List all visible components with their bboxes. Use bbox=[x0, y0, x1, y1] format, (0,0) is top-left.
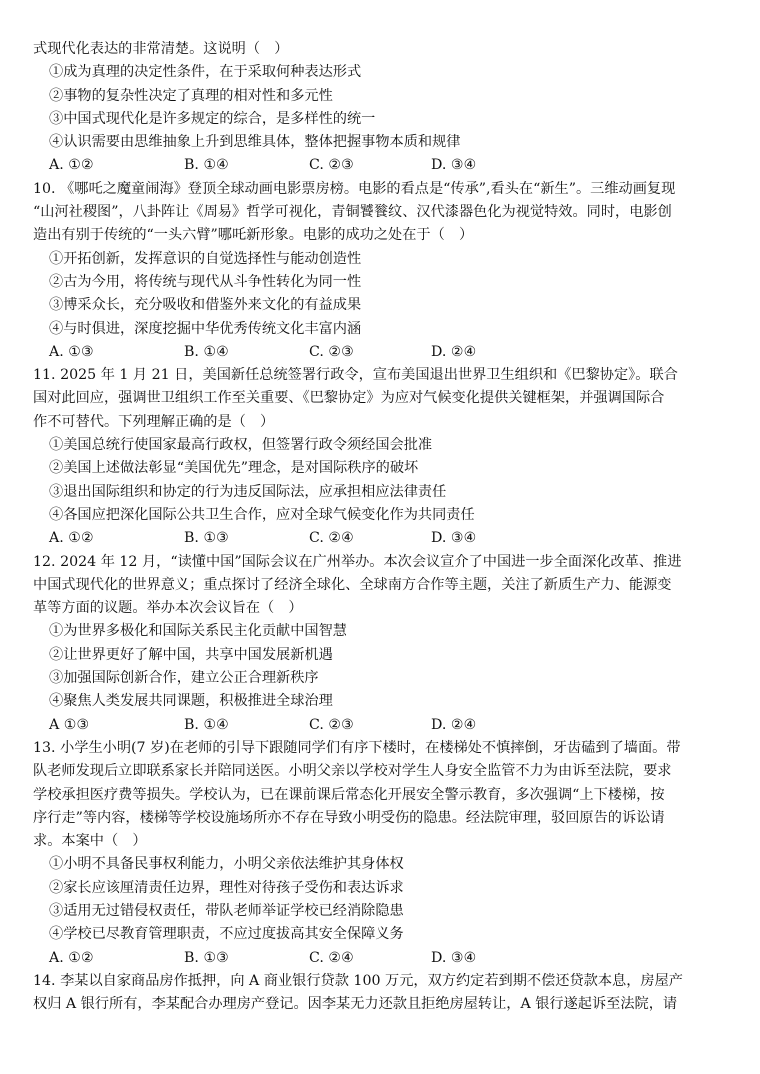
answer-choices bbox=[33, 947, 728, 970]
statement-item: ②家长应该厘清责任边界，理性对待孩子受伤和表达诉求 bbox=[49, 879, 404, 896]
question-stem: 14. 李某以自家商品房作抵押，向 A 商业银行贷款 100 万元，双方约定若到期不偿还贷款本息，房屋产 bbox=[33, 972, 683, 989]
statement-item: ③博采众长，充分吸收和借鉴外来文化的有益成果 bbox=[49, 297, 362, 314]
choice-d: D. ③④ bbox=[431, 530, 477, 547]
statement-item: ③适用无过错侵权责任，带队老师举证学校已经消除隐患 bbox=[49, 902, 404, 919]
statement-item: ②古为今用，将传统与现代从斗争性转化为同一性 bbox=[49, 273, 362, 290]
choice-c: C. ②③ bbox=[309, 716, 354, 733]
choice-d: D. ③④ bbox=[431, 157, 477, 174]
question-stem: 12. 2024 年 12 月，“读懂中国”国际会议在广州举办。本次会议宣介了中国进一步全面深化改革、推进 bbox=[33, 553, 682, 570]
question-stem: 中国式现代化的世界意义；重点探讨了经济全球化、全球南方合作等主题，关注了新质生产力、能源变 bbox=[33, 576, 672, 593]
question-stem: 造出有别于传统的“一头六臂”哪吒新形象。电影的成功之处在于（ ） bbox=[33, 227, 474, 244]
statement-item: ②让世界更好了解中国，共享中国发展新机遇 bbox=[49, 646, 333, 663]
statement-item: ③中国式现代化是许多规定的综合，是多样性的统一 bbox=[49, 110, 376, 127]
answer-choices bbox=[33, 527, 728, 550]
choice-a: A. ①② bbox=[49, 530, 94, 547]
answer-choices bbox=[33, 341, 728, 364]
statement-item: ④各国应把深化国际公共卫生合作，应对全球气候变化作为共同责任 bbox=[49, 506, 475, 523]
question-stem: 10. 《哪吒之魔童闹海》登顶全球动画电影票房榜。电影的看点是“传承”,看头在“新生”。三维动画复现 bbox=[33, 180, 676, 197]
statement-item: ④认识需要由思维抽象上升到思维具体，整体把握事物本质和规律 bbox=[49, 134, 461, 151]
answer-choices bbox=[33, 154, 728, 177]
question-stem: 求。本案中（ ） bbox=[33, 833, 147, 850]
answer-choices bbox=[33, 714, 728, 737]
question-14 bbox=[33, 970, 728, 1017]
question-stem: 学校承担医疗费等损失。学校认为，已在课前课后常态化开展安全警示教育，多次强调“上下楼梯，按 bbox=[33, 786, 665, 803]
choice-b: B. ①③ bbox=[184, 530, 229, 547]
choice-d: D. ②④ bbox=[431, 716, 477, 733]
choice-a: A. ①③ bbox=[49, 343, 94, 360]
statement-item: ①小明不具备民事权利能力，小明父亲依法维护其身体权 bbox=[49, 856, 404, 873]
choice-c: C. ②③ bbox=[309, 157, 354, 174]
choice-b: B. ①③ bbox=[184, 949, 229, 966]
question-stem: “山河社稷图”，八卦阵让《周易》哲学可视化，青铜饕餮纹、汉代漆器色化为视觉特效。同时，电影创 bbox=[33, 204, 672, 221]
statement-item: ②美国上述做法彰显“美国优先”理念，是对国际秩序的破坏 bbox=[49, 460, 419, 477]
question-11 bbox=[33, 364, 728, 550]
statement-item: ①开拓创新，发挥意识的自觉选择性与能动创造性 bbox=[49, 250, 362, 267]
choice-b: B. ①④ bbox=[184, 157, 229, 174]
question-stem: 13. 小学生小明(7 岁)在老师的引导下跟随同学们有序下楼时，在楼梯处不慎摔倒，牙齿磕到了墙面。带 bbox=[33, 739, 681, 756]
statement-item: ③退出国际组织和协定的行为违反国际法，应承担相应法律责任 bbox=[49, 483, 447, 500]
question-13 bbox=[33, 737, 728, 970]
question-12 bbox=[33, 551, 728, 737]
question-stem: 革等方面的议题。举办本次会议旨在（ ） bbox=[33, 600, 303, 617]
question-stem: 队老师发现后立即联系家长并陪同送医。小明父亲以学校对学生人身安全监管不力为由诉至法院，要求 bbox=[33, 763, 672, 780]
statement-item: ②事物的复杂性决定了真理的相对性和多元性 bbox=[49, 87, 333, 104]
question-stem: 序行走”等内容，楼梯等学校设施场所亦不存在导致小明受伤的隐患。经法院审理，驳回原告的诉讼请 bbox=[33, 809, 665, 826]
statement-item: ①为世界多极化和国际关系民主化贡献中国智慧 bbox=[49, 623, 347, 640]
choice-c: C. ②③ bbox=[309, 343, 354, 360]
statement-item: ③加强国际创新合作，建立公正合理新秩序 bbox=[49, 670, 319, 687]
exam-page bbox=[33, 38, 728, 1016]
question-10 bbox=[33, 178, 728, 364]
choice-d: D. ③④ bbox=[431, 949, 477, 966]
choice-a: A ①③ bbox=[49, 716, 90, 733]
question-stem: 11. 2025 年 1 月 21 日，美国新任总统签署行政令，宣布美国退出世界卫生组织和《巴黎协定》。联合 bbox=[33, 367, 678, 384]
choice-b: B. ①④ bbox=[184, 716, 229, 733]
statement-item: ①美国总统行使国家最高行政权，但签署行政令须经国会批准 bbox=[49, 437, 433, 454]
choice-c: C. ②④ bbox=[309, 949, 354, 966]
statement-item: ①成为真理的决定性条件，在于采取何种表达形式 bbox=[49, 64, 362, 81]
question-stem: 国对此回应，强调世卫组织工作至关重要、《巴黎协定》为应对气候变化提供关键框架，并强调国际合 bbox=[33, 390, 665, 407]
statement-item: ④学校已尽教育管理职责，不应过度拔高其安全保障义务 bbox=[49, 926, 404, 943]
choice-c: C. ②④ bbox=[309, 530, 354, 547]
statement-item: ④聚焦人类发展共同课题，积极推进全球治理 bbox=[49, 693, 333, 710]
question-stem: 权归 A 银行所有，李某配合办理房产登记。因李某无力还款且拒绝房屋转让，A 银行遂起诉至法院，请 bbox=[33, 996, 678, 1013]
choice-d: D. ②④ bbox=[431, 343, 477, 360]
choice-a: A. ①② bbox=[49, 157, 94, 174]
statement-item: ④与时俱进，深度挖掘中华优秀传统文化丰富内涵 bbox=[49, 320, 362, 337]
question-9 bbox=[33, 38, 728, 178]
choice-b: B. ①④ bbox=[184, 343, 229, 360]
choice-a: A. ①② bbox=[49, 949, 94, 966]
question-stem: 作不可替代。下列理解正确的是（ ） bbox=[33, 413, 275, 430]
question-stem: 式现代化表达的非常清楚。这说明（ ） bbox=[33, 41, 289, 57]
